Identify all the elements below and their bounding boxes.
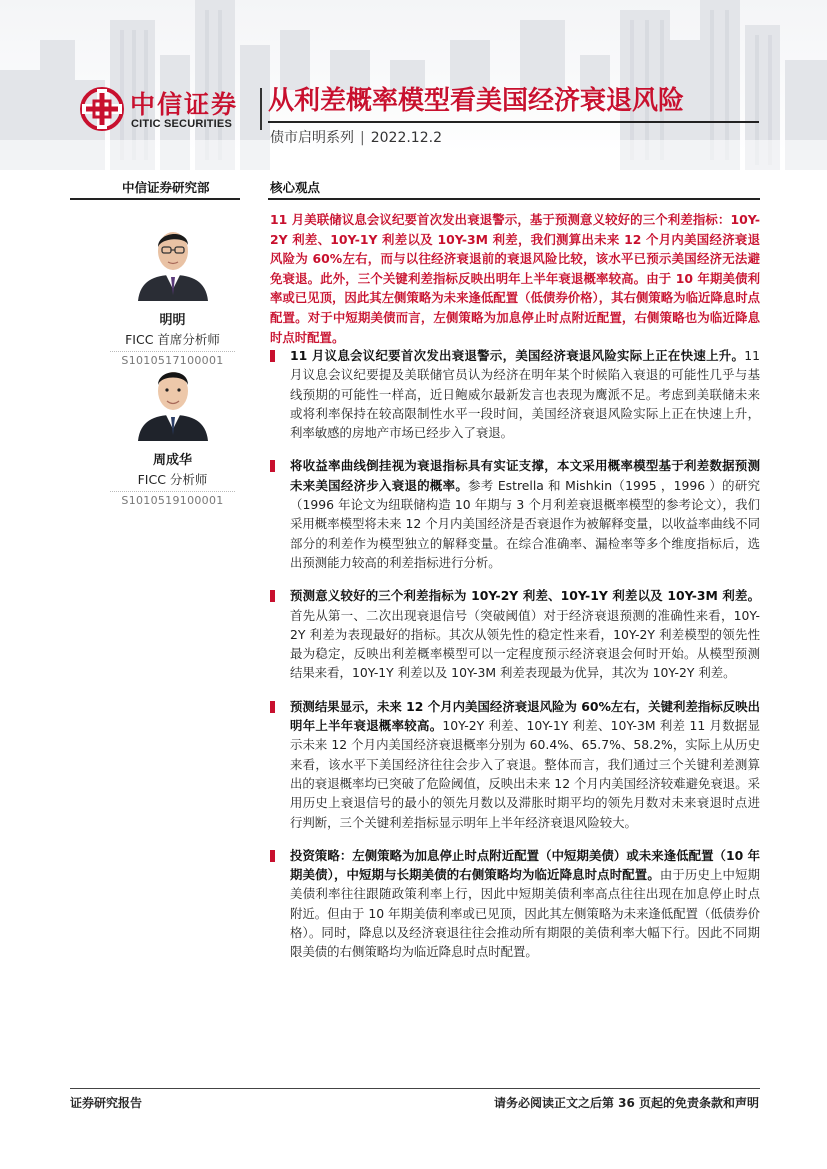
report-title: 从利差概率模型看美国经济衰退风险	[268, 86, 685, 116]
bullet-marker	[270, 590, 275, 602]
analyst-name: 周成华	[152, 453, 192, 468]
list-item	[270, 586, 760, 682]
analyst-role: FICC 分析师	[137, 472, 208, 487]
bullet-body: 首先从第一、二次出现衰退信号（突破阈值）对于经济衰退预测的准确性来看，10Y-2Y 利差为表现最好的指标。其次从领先性的稳定性来看，10Y-2Y 利差模型的领先性最为稳定，反映出利差概率模型可以一定程度预示经济衰退会何时开始。从模型预测结果来看，10Y-1Y 利差以及 10Y-3M 利差表现最为优异，其次为 10Y-2Y 利差。	[290, 607, 760, 681]
citic-emblem-icon	[80, 87, 124, 131]
citic-logo	[80, 85, 255, 135]
bullet-lead: 11 月议息会议纪要首次发出衰退警示，美国经济衰退风险实际上正在快速上升。	[290, 348, 745, 363]
research-dept-heading: 中信证券研究部	[122, 180, 210, 195]
analyst-license-id: S1010519100001	[110, 491, 235, 507]
footer-report-type: 证券研究报告	[70, 1096, 143, 1110]
report-series-line	[270, 127, 442, 147]
analyst-photo	[130, 355, 216, 441]
brand-name-en: CITIC SECURITIES	[131, 118, 232, 130]
footer-rule	[70, 1088, 760, 1089]
analyst-license-id: S1010517100001	[110, 351, 235, 367]
list-item	[270, 697, 760, 832]
series-separator: |	[360, 130, 365, 146]
brand-name-cn: 中信证券	[130, 90, 239, 119]
title-underline	[268, 121, 759, 123]
bullet-body: 由于历史上中短期美债利率往往跟随政策利率上行，因此中短期美债利率高点往往出现在加息停止时点附近。但由于 10 年期美债利率或已见顶，因此其左侧策略为未来逢低配置（低债券价格）。同时，降息以及经济衰退往往会推动所有期限的美债利率大幅下行。因此不同期限美债的右侧策略均为临近降息时点时配置。	[290, 867, 760, 960]
key-points-list	[270, 346, 760, 976]
bullet-marker	[270, 350, 275, 362]
core-view-summary: 11 月美联储议息会议纪要首次发出衰退警示，基于预测意义较好的三个利差指标：10Y-2Y 利差、10Y-1Y 利差以及 10Y-3M 利差，我们测算出未来 12 个月内美国经济衰退风险为 60%左右，而与以往经济衰退前的衰退风险比较，该水平已预示美国经济无法避免衰退。此外，三个关键利差指标反映出明年上半年衰退概率较高。由于 10 年期美债利率或已见顶，因此其左侧策略为未来逢低配置（低债券价格），其右侧策略为临近降息时点配置。对于中短期美债而言，左侧策略为加息停止时点附近配置，右侧策略也为临近降息时点时配置。	[270, 212, 760, 345]
header-divider	[260, 88, 262, 130]
bullet-lead: 将收益率曲线倒挂视为衰退指标具有实证支撑，本文采用概率模型基于利差数据预测未来美国经济步入衰退的概率。	[290, 458, 760, 493]
list-item	[270, 456, 760, 572]
analyst-photo	[130, 215, 216, 301]
analyst-name: 明明	[159, 313, 186, 328]
report-date: 2022.12.2	[370, 130, 442, 146]
series-name: 债市启明系列	[270, 130, 354, 146]
bullet-lead: 预测意义较好的三个利差指标为 10Y-2Y 利差、10Y-1Y 利差以及 10Y-3M 利差。	[290, 588, 760, 604]
bullet-lead: 预测结果显示，未来 12 个月内美国经济衰退风险为 60%左右，关键利差指标反映出明年上半年衰退概率较高。	[290, 698, 760, 734]
bullet-marker	[270, 701, 275, 713]
bullet-body: 参考 Estrella 和 Mishkin（1995 ，1996 ）的研究（1996 年论文为纽联储构造 10 年期与 3 个月利差衰退概率模型的参考论文），我们采用概率模型将未来 12 个月内美国经济是否衰退作为被解释变量，以收益率曲线不同部分的利差作为模型独立的解释变量。在综合准确率、漏检率等多个维度指标后，选出预测能力较高的利差指标进行分析。	[290, 477, 760, 570]
analyst-card	[110, 355, 235, 507]
core-views-heading: 核心观点	[270, 180, 321, 195]
analyst-card	[110, 215, 235, 367]
list-item	[270, 346, 760, 442]
main-heading-rule	[268, 198, 760, 200]
footer-disclaimer-note: 请务必阅读正文之后第 36 页起的免责条款和声明	[493, 1096, 759, 1110]
bullet-lead: 投资策略：左侧策略为加息停止时点附近配置（中短期美债）或未来逢低配置（10 年期美债），中短期与长期美债的右侧策略均为临近降息时点时配置。	[290, 847, 760, 883]
bullet-marker	[270, 850, 275, 862]
bullet-body: 10Y-2Y 利差、10Y-1Y 利差、10Y-3M 利差 11 月数据显示未来 12 个月内美国经济衰退概率分别为 60.4%、65.7%、58.2%，实际上从历史来看，该水平下美国经济往往会步入了衰退。整体而言，我们通过三个关键利差测算出的衰退概率均已突破了危险阈值，反映出未来 12 个月内美国经济较难避免衰退。采用历史上衰退信号的最小的领先月数以及滞胀时期平均的领先月数对未来衰退时点进行判断，三个关键利差指标显示明年上半年经济衰退风险较大。	[290, 718, 760, 830]
bullet-body: 11 月议息会议纪要提及美联储官员认为经济在明年某个时候陷入衰退的可能性几乎与基线预期的可能性一样高，近日鲍威尔最新发言也表现为鹰派不足。考虑到美联储未来或将利率保持在较高限制性水平一段时间，美国经济衰退风险实际上正在快速上升，利率敏感的房地产市场已经步入了衰退。	[290, 348, 760, 441]
bullet-marker	[270, 460, 275, 472]
analyst-role: FICC 首席分析师	[125, 332, 220, 347]
sidebar-heading-rule	[70, 198, 240, 200]
list-item	[270, 846, 760, 962]
